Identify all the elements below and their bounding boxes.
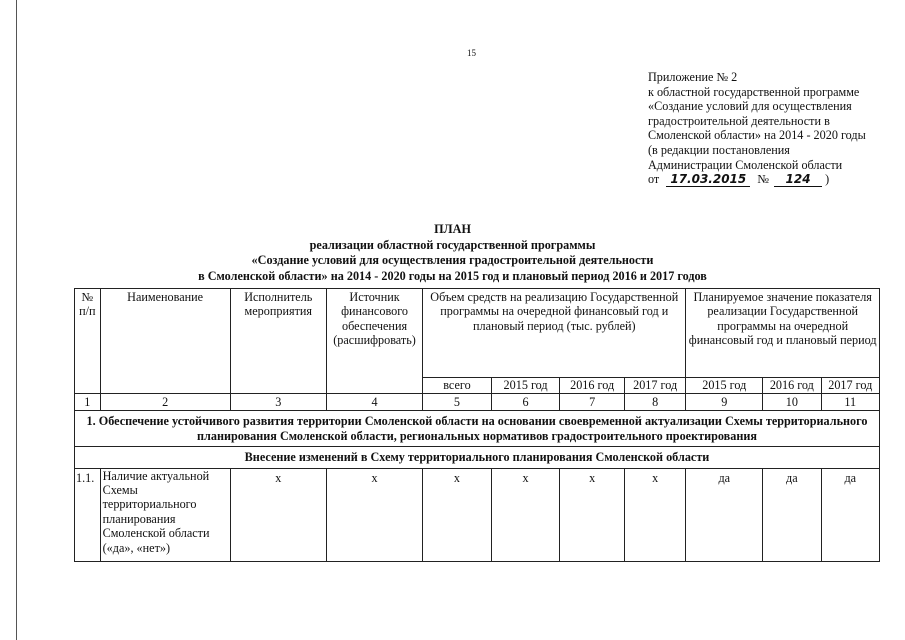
column-number: 1 [75,394,101,411]
subheader-2015: 2015 год [491,378,560,394]
column-number: 7 [560,394,625,411]
column-number: 2 [100,394,230,411]
appendix-line: Приложение № 2 [648,70,738,84]
column-number-row [75,394,880,411]
appendix-block [648,70,866,187]
header-executor: Исполнитель мероприятия [230,289,326,394]
row-indicator-2016: да [763,468,821,561]
row-2017: х [624,468,685,561]
row-total: х [423,468,492,561]
header-num: № п/п [75,289,101,394]
page-number: 15 [467,48,476,58]
subheader-total: всего [423,378,492,394]
closing-paren: ) [825,172,830,187]
header-source: Источник финансового обеспечения (расшифровать) [326,289,422,394]
column-number: 11 [821,394,879,411]
subheader-indicator-2015: 2015 год [686,378,763,394]
section-title: 1. Обеспечение устойчивого развития территории Смоленской области на основании своевременной актуализации Схемы территориального планирования Смоленской области, региональных нормативов градостроительного проектирования [75,411,880,447]
column-number: 5 [423,394,492,411]
subsection-row [75,447,880,468]
row-executor: х [230,468,326,561]
header-name: Наименование [100,289,230,394]
header-indicator: Планируемое значение показателя реализации Государственной программы на очередной финансовый год и плановый период [686,289,880,378]
header-funds: Объем средств на реализацию Государственной программы на очередной финансовый год и плановый период (тыс. рублей) [423,289,686,378]
title-line: реализации областной государственной программы [309,237,596,252]
row-indicator-2017: да [821,468,879,561]
column-number: 10 [763,394,821,411]
header-row [75,289,880,378]
column-number: 6 [491,394,560,411]
title-line: в Смоленской области» на 2014 - 2020 годы на 2015 год и плановый период 2016 и 2017 годов [198,268,707,283]
column-number: 8 [624,394,685,411]
appendix-line: градостроительной деятельности в [648,113,830,128]
column-number: 4 [326,394,422,411]
subheader-indicator-2016: 2016 год [763,378,821,394]
subheader-2016: 2016 год [560,378,625,394]
row-num: 1.1. [75,468,101,561]
appendix-line: Смоленской области» на 2014 - 2020 годы [648,128,866,143]
appendix-line: (в редакции постановления [648,142,790,157]
column-number: 3 [230,394,326,411]
handwritten-date: 17.03.2015 [666,173,750,187]
subheader-2017: 2017 год [624,378,685,394]
section-row [75,411,880,447]
plan-table [74,288,880,562]
row-source: х [326,468,422,561]
title-line: ПЛАН [434,222,471,236]
date-prefix: от [648,172,660,187]
subheader-indicator-2017: 2017 год [821,378,879,394]
title-line: «Создание условий для осуществления градостроительной деятельности [251,253,654,268]
appendix-line: к областной государственной программе [648,84,860,99]
handwritten-number: 124 [774,173,822,187]
row-name: Наличие актуальной Схемы территориального планирования Смоленской области («да», «нет») [100,468,230,561]
table-row [75,468,880,561]
appendix-line: «Создание условий для осуществления [648,99,852,114]
appendix-date-line [648,172,866,187]
number-prefix: № [757,172,769,187]
subsection-title: Внесение изменений в Схему территориального планирования Смоленской области [75,447,880,468]
appendix-line: Администрации Смоленской области [648,157,843,172]
page-edge-line [16,0,17,640]
column-number: 9 [686,394,763,411]
row-2016: х [560,468,625,561]
plan-title [0,222,905,284]
row-indicator-2015: да [686,468,763,561]
row-2015: х [491,468,560,561]
